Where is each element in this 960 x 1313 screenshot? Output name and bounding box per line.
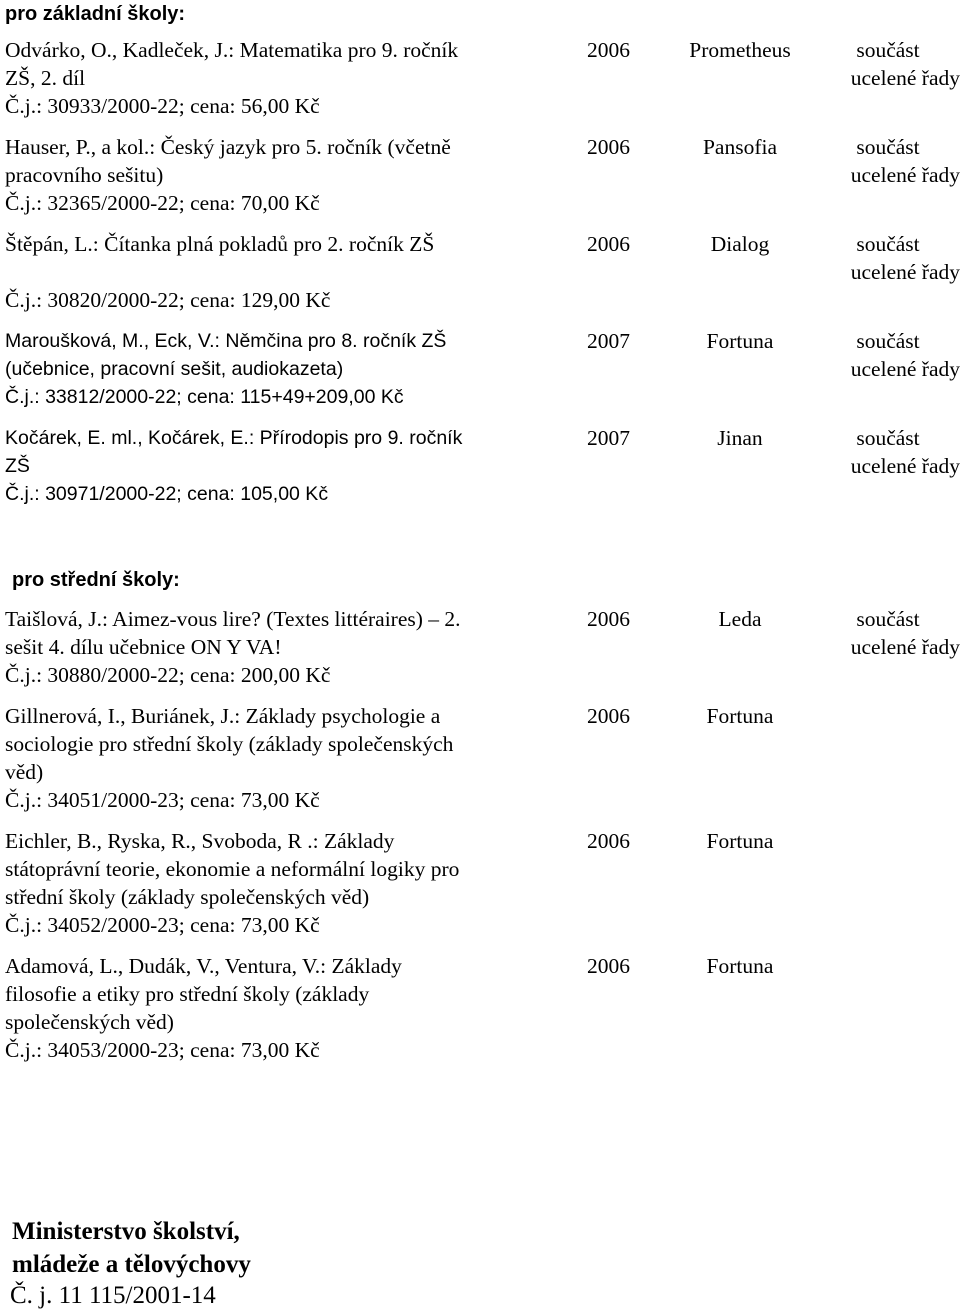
book-year: 2007 [587, 329, 630, 353]
book-title-line: Adamová, L., Dudák, V., Ventura, V.: Základy [5, 954, 402, 978]
book-note [800, 424, 960, 480]
book-title-line: (učebnice, pracovní sešit, audiokazeta) [5, 358, 344, 380]
book-note-line: součást [856, 232, 920, 256]
book-title-line: Eichler, B., Ryska, R., Svoboda, R .: Základy [5, 829, 395, 853]
book-title [5, 230, 545, 314]
book-title-line: ZŠ [5, 455, 30, 477]
ministry-name-line: mládeže a tělovýchovy [12, 1251, 251, 1278]
book-note-line: ucelené řady [850, 635, 960, 659]
book-note-line: součást [856, 607, 920, 631]
book-publisher: Fortuna [706, 329, 774, 353]
book-title-spacer [5, 258, 545, 286]
book-note-line: ucelené řady [850, 66, 960, 90]
book-note-line: ucelené řady [850, 163, 960, 187]
book-year: 2007 [587, 426, 630, 450]
book-reference-line: Č.j.: 34053/2000-23; cena: 73,00 Kč [5, 1038, 320, 1062]
book-publisher: Dialog [710, 232, 770, 256]
book-title-line: sešit 4. dílu učebnice ON Y VA! [5, 635, 282, 659]
book-note [800, 230, 960, 286]
book-title-line: věd) [5, 760, 44, 784]
book-note [800, 133, 960, 189]
book-title-line: Kočárek, E. ml., Kočárek, E.: Přírodopis pro 9. ročník [5, 427, 463, 449]
section-heading-secondary: pro střední školy: [12, 569, 180, 591]
book-title [5, 424, 545, 508]
book-note [800, 605, 960, 661]
book-note [800, 327, 960, 383]
book-note-line: ucelené řady [850, 260, 960, 284]
book-note [800, 36, 960, 92]
book-year: 2006 [587, 829, 630, 853]
book-title-line: Štěpán, L.: Čítanka plná pokladů pro 2. ročník ZŠ [5, 232, 435, 256]
ministry-name-line: Ministerstvo školství, [12, 1218, 240, 1245]
book-reference-line: Č.j.: 32365/2000-22; cena: 70,00 Kč [5, 191, 320, 215]
book-title-line: Taišlová, J.: Aimez-vous lire? (Textes littéraires) – 2. [5, 607, 461, 631]
book-note-line: součást [856, 329, 920, 353]
book-publisher: Leda [718, 607, 762, 631]
book-title [5, 133, 545, 217]
book-note-line: ucelené řady [850, 357, 960, 381]
book-reference-line: Č.j.: 30933/2000-22; cena: 56,00 Kč [5, 94, 320, 118]
book-note-line: ucelené řady [850, 454, 960, 478]
book-title [5, 952, 545, 1064]
book-reference-line: Č.j.: 30820/2000-22; cena: 129,00 Kč [5, 288, 331, 312]
book-note-line: součást [856, 38, 920, 62]
book-title-line: státoprávní teorie, ekonomie a neformální logiky pro [5, 857, 460, 881]
book-year: 2006 [587, 954, 630, 978]
book-title [5, 605, 545, 689]
book-reference-line: Č.j.: 34052/2000-23; cena: 73,00 Kč [5, 913, 320, 937]
book-title-line: sociologie pro střední školy (základy společenských [5, 732, 454, 756]
book-year: 2006 [587, 232, 630, 256]
book-publisher: Fortuna [706, 954, 774, 978]
ministry-reference: Č. j. 11 115/2001-14 [10, 1282, 216, 1309]
book-reference-line: Č.j.: 34051/2000-23; cena: 73,00 Kč [5, 788, 320, 812]
book-year: 2006 [587, 607, 630, 631]
book-reference-line: Č.j.: 33812/2000-22; cena: 115+49+209,00 Kč [5, 386, 404, 408]
book-publisher: Jinan [717, 426, 763, 450]
book-title-line: střední školy (základy společenských věd) [5, 885, 370, 909]
book-year: 2006 [587, 38, 630, 62]
book-title-line: Hauser, P., a kol.: Český jazyk pro 5. ročník (včetně [5, 135, 451, 159]
book-year: 2006 [587, 135, 630, 159]
book-publisher: Pansofia [702, 135, 778, 159]
book-title [5, 36, 545, 120]
book-title-line: ZŠ, 2. díl [5, 66, 86, 90]
book-title-line: Gillnerová, I., Buriánek, J.: Základy psychologie a [5, 704, 441, 728]
book-title [5, 702, 545, 814]
book-title [5, 827, 545, 939]
book-title [5, 327, 545, 411]
book-note-line: součást [856, 426, 920, 450]
book-title-line: pracovního sešitu) [5, 163, 164, 187]
book-year: 2006 [587, 704, 630, 728]
book-title-line: filosofie a etiky pro střední školy (základy [5, 982, 370, 1006]
book-reference-line: Č.j.: 30971/2000-22; cena: 105,00 Kč [5, 483, 329, 505]
book-title-line: společenských věd) [5, 1010, 174, 1034]
section-heading-primary: pro základní školy: [5, 3, 186, 25]
book-title-line: Maroušková, M., Eck, V.: Němčina pro 8. ročník ZŠ [5, 330, 447, 352]
book-publisher: Fortuna [706, 829, 774, 853]
book-note-line: součást [856, 135, 920, 159]
book-reference-line: Č.j.: 30880/2000-22; cena: 200,00 Kč [5, 663, 331, 687]
book-publisher: Fortuna [706, 704, 774, 728]
book-publisher: Prometheus [689, 38, 791, 62]
book-title-line: Odvárko, O., Kadleček, J.: Matematika pro 9. ročník [5, 38, 459, 62]
